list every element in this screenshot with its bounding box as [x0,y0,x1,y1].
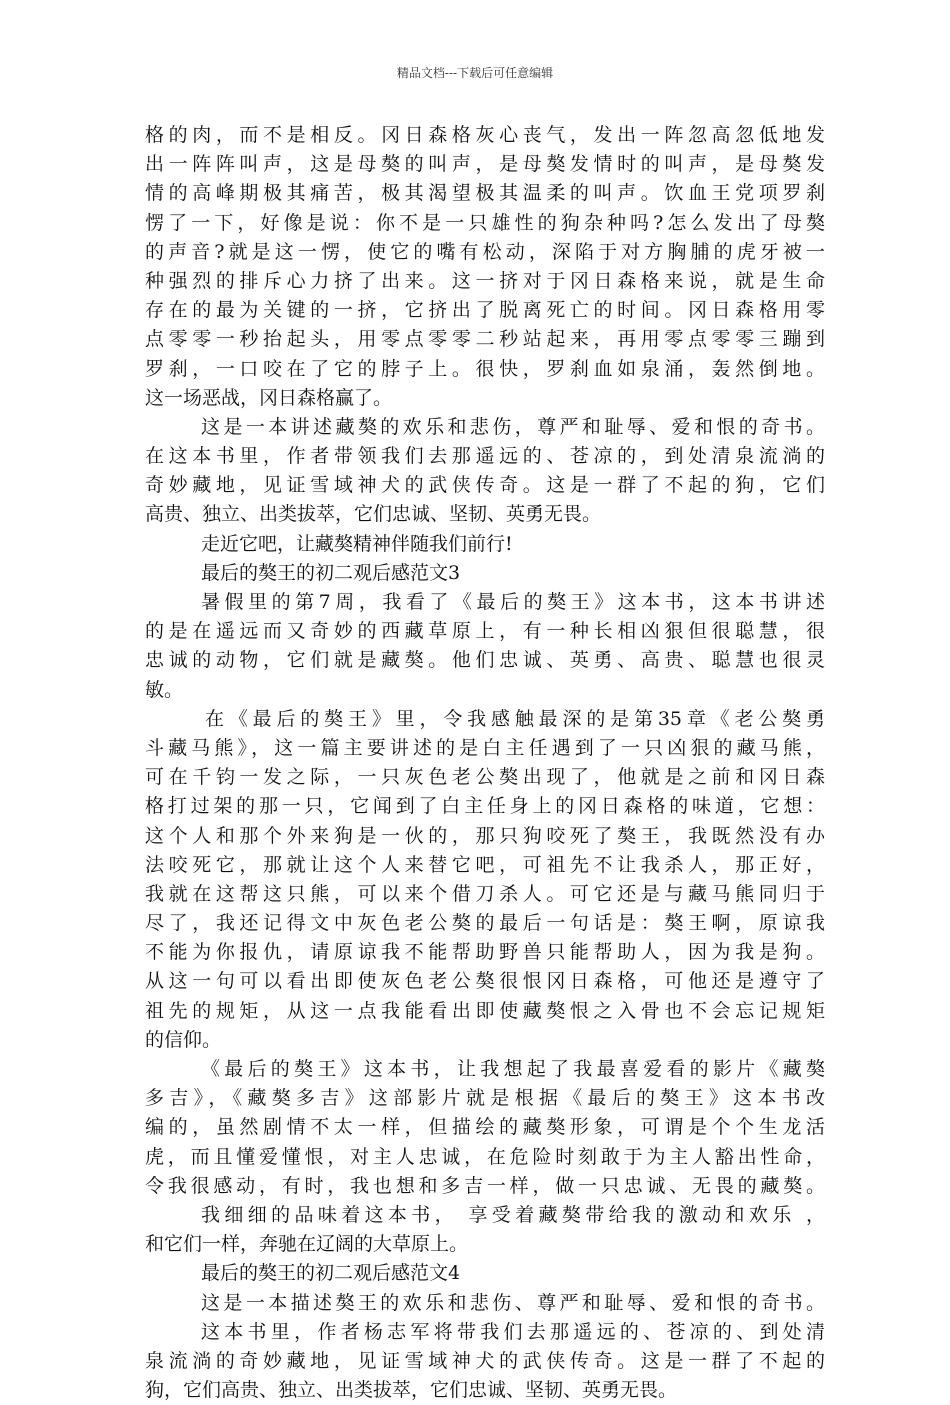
text-line: 编的，虽然剧情不太一样，但描绘的藏獒形象，可谓是个个生龙活 [145,1116,825,1139]
text-line: 《最后的獒王》这本书，让我想起了我最喜爱看的影片《藏獒 [201,1058,825,1080]
text-line: 忠诚的动物，它们就是藏獒。他们忠诚、英勇、高贵、聪慧也很灵 [145,649,825,672]
text-line: 奇妙藏地，见证雪域神犬的武侠传奇。这是一群了不起的狗，它们 [145,474,825,497]
text-line: 敏。 [145,678,184,701]
text-line: 的声音?就是这一愣，使它的嘴有松动，深陷于对方胸脯的虎牙被一 [145,240,825,263]
text-line: 斗藏马熊》，这一篇主要讲述的是白主任遇到了一只凶狠的藏马熊， [145,736,825,759]
text-line: 最后的獒王的初二观后感范文4 [201,1262,461,1285]
page-header: 精品文档---下载后可任意编辑 [396,66,554,80]
text-line: 点零零一秒抬起头，用零点零零二秒站起来，再用零点零零三蹦到 [145,328,825,351]
text-line: 祖先的规矩，从这一点我能看出即使藏獒恨之入骨也不会忘记规矩 [145,999,825,1022]
text-line: 出一阵阵叫声，这是母獒的叫声，是母獒发情时的叫声，是母獒发 [145,153,825,176]
text-line: 泉流淌的奇妙藏地，见证雪域神犬的武侠传奇。这是一群了不起的 [145,1349,825,1372]
text-line: 最后的獒王的初二观后感范文3 [201,561,461,584]
text-line: 的信仰。 [145,1028,222,1051]
text-line: 在《最后的獒王》里，令我感触最深的是第35章《老公獒勇 [205,707,825,730]
text-line: 多吉》，《藏獒多吉》这部影片就是根据《最后的獒王》这本书改 [145,1087,825,1110]
text-line: 这个人和那个外来狗是一伙的，那只狗咬死了獒王，我既然没有办 [145,824,825,847]
text-line: 我细细的品味着这本书， 享受着藏獒带给我的激动和欢乐 ， [201,1203,825,1226]
text-line: 在这本书里，作者带领我们去那遥远的、苍凉的，到处清泉流淌的 [145,445,825,468]
text-line: 这是一本讲述藏獒的欢乐和悲伤，尊严和耻辱、爱和恨的奇书。 [201,415,825,438]
text-line: 虎，而且懂爱懂恨，对主人忠诚，在危险时刻敢于为主人豁出性命， [145,1145,825,1168]
text-line: 我就在这帮这只熊，可以来个借刀杀人。可它还是与藏马熊同归于 [145,882,825,905]
text-line: 这是一本描述獒王的欢乐和悲伤、尊严和耻辱、爱和恨的奇书。 [201,1291,825,1314]
text-line: 高贵、独立、出类拔萃，它们忠诚、坚韧、英勇无畏。 [145,503,602,526]
text-line: 的是在遥远而又奇妙的西藏草原上，有一种长相凶狠但很聪慧，很 [145,620,825,643]
text-line: 罗刹，一口咬在了它的脖子上。很快，罗刹血如泉涌，轰然倒地。 [145,357,825,380]
text-line: 愣了一下，好像是说：你不是一只雄性的狗杂种吗?怎么发出了母獒 [145,211,825,234]
text-line: 走近它吧，让藏獒精神伴随我们前行! [201,532,513,555]
text-line: 和它们一样，奔驰在辽阔的大草原上。 [145,1233,469,1256]
text-line: 狗，它们高贵、独立、出类拔萃，它们忠诚、坚韧、英勇无畏。 [145,1379,678,1402]
text-line: 可在千钧一发之际，一只灰色老公獒出现了，他就是之前和冈日森 [145,766,825,789]
text-line: 尽了，我还记得文中灰色老公獒的最后一句话是：獒王啊，原谅我 [145,912,825,935]
text-line: 不能为你报仇，请原谅我不能帮助野兽只能帮助人，因为我是狗。 [145,941,825,964]
text-line: 种强烈的排斥心力挤了出来。这一挤对于冈日森格来说，就是生命 [145,269,825,292]
text-line: 格打过架的那一只，它闻到了白主任身上的冈日森格的味道，它想： [145,795,825,818]
text-line: 暑假里的第7周，我看了《最后的獒王》这本书，这本书讲述 [201,591,825,613]
text-line: 存在的最为关键的一挤，它挤出了脱离死亡的时间。冈日森格用零 [145,299,825,322]
text-line: 这本书里，作者杨志军将带我们去那遥远的、苍凉的、到处清 [201,1320,825,1343]
text-line: 令我很感动，有时，我也想和多吉一样，做一只忠诚、无畏的藏獒。 [145,1174,825,1197]
document-body [145,121,825,1405]
text-line: 从这一句可以看出即使灰色老公獒很恨冈日森格，可他还是遵守了 [145,970,825,993]
text-line: 情的高峰期极其痛苦，极其渴望极其温柔的叫声。饮血王党项罗刹 [145,182,825,205]
text-line: 格的肉，而不是相反。冈日森格灰心丧气，发出一阵忽高忽低地发 [145,124,825,146]
text-line: 法咬死它，那就让这个人来替它吧，可祖先不让我杀人，那正好， [145,853,825,876]
text-line: 这一场恶战，冈日森格赢了。 [145,386,393,409]
